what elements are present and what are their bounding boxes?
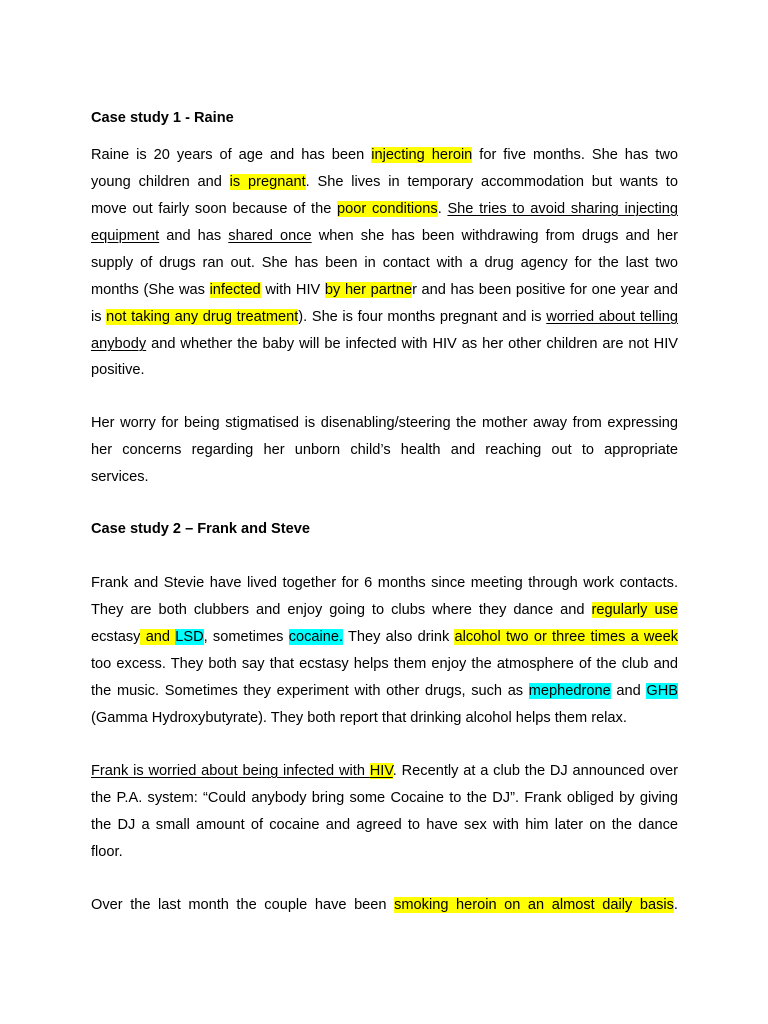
text-run: her concerns regarding her unborn child’s health and reaching out to appropriate	[91, 442, 678, 458]
text-run: for five months. She has two	[472, 147, 679, 163]
highlighted-text: not taking any drug treatment	[106, 309, 299, 325]
highlighted-text: cocaine.	[288, 629, 344, 645]
text-line	[91, 145, 678, 165]
highlighted-text: is pregnant	[229, 174, 306, 190]
text-run: . She lives in temporary accommodation but wants to	[305, 174, 678, 190]
text-run: months (She was	[91, 282, 210, 298]
text-line	[91, 895, 678, 915]
text-run: positive.	[91, 362, 145, 378]
text-run: ecstasy	[91, 629, 141, 645]
text-line	[91, 761, 678, 781]
text-run: Frank and Stevie have lived together for 6 months since meeting through work contacts.	[91, 575, 678, 591]
text-run: the music. Sometimes they experiment with other drugs, such as	[91, 683, 529, 699]
text-run: move out fairly soon because of the	[91, 201, 338, 217]
text-line	[91, 253, 678, 273]
case-study-2-heading: Case study 2 – Frank and Steve	[91, 521, 310, 537]
text-run: (Gamma Hydroxybutyrate). They both report that drinking alcohol helps them relax.	[91, 710, 627, 726]
underlined-text: Frank is worried about being infected with	[91, 763, 370, 779]
text-line	[91, 573, 678, 593]
text-line	[91, 467, 149, 487]
highlighted-text: LSD	[175, 629, 204, 645]
text-run: . Recently at a club the DJ announced over	[392, 763, 678, 779]
text-line	[91, 842, 123, 862]
text-run: floor.	[91, 844, 123, 860]
text-run: They are both clubbers and enjoy going to clubs where they dance and	[91, 602, 592, 618]
text-run: the P.A. system: “Could anybody bring some Cocaine to the DJ”. Frank obliged by giving	[91, 790, 678, 806]
text-run: with HIV	[260, 282, 325, 298]
text-line	[91, 307, 678, 327]
underlined-text: shared once	[228, 228, 312, 244]
text-run: , sometimes	[203, 629, 289, 645]
text-run: ). She is four months pregnant and is	[298, 309, 547, 325]
text-run: services.	[91, 469, 149, 485]
text-run: is	[91, 309, 107, 325]
text-line	[91, 815, 678, 835]
text-line	[91, 681, 678, 701]
text-line	[91, 226, 678, 246]
text-run: the DJ a small amount of cocaine and agreed to have sex with him later on the dance	[91, 817, 678, 833]
text-run: supply of drugs ran out. She has been in contact with a drug agency for the last two	[91, 255, 678, 271]
text-run: young children and	[91, 174, 230, 190]
underlined-text: equipment	[91, 228, 160, 244]
highlighted-text: injecting heroin	[371, 147, 473, 163]
highlighted-text: alcohol two or three times a week	[454, 629, 678, 645]
text-line	[91, 280, 678, 300]
highlighted-text: and	[140, 629, 176, 645]
text-run: They also drink	[343, 629, 455, 645]
highlighted-text: poor conditions	[337, 201, 438, 217]
highlighted-text: regularly use	[591, 602, 678, 618]
highlighted-text: mephedrone	[528, 683, 611, 699]
text-run: when she has been withdrawing from drugs and her	[311, 228, 679, 244]
text-line	[91, 600, 678, 620]
text-run: .	[437, 201, 448, 217]
text-line	[91, 199, 678, 219]
text-line	[91, 788, 678, 808]
underlined-text: She tries to avoid sharing injecting	[447, 201, 679, 217]
underlined-text: worried about telling	[546, 309, 678, 325]
underlined-text: anybody	[91, 336, 147, 352]
highlighted-text: by her partne	[324, 282, 413, 298]
highlighted-text: GHB	[646, 683, 678, 699]
text-line	[91, 413, 678, 433]
text-run: .	[673, 897, 678, 913]
text-line	[91, 360, 145, 380]
text-run: and whether the baby will be infected with HIV as her other children are not HIV	[146, 336, 678, 352]
case-study-1-heading: Case study 1 - Raine	[91, 110, 234, 126]
text-line	[91, 440, 678, 460]
text-run: and	[610, 683, 647, 699]
text-line	[91, 172, 678, 192]
text-run: Her worry for being stigmatised is disenabling/steering the mother away from expressing	[91, 415, 678, 431]
highlighted-text: HIV	[369, 763, 393, 779]
highlighted-text: smoking heroin on an almost daily basis	[394, 897, 674, 913]
highlighted-text: infected	[209, 282, 261, 298]
text-line	[91, 627, 678, 647]
text-run: Raine is 20 years of age and has been	[91, 147, 372, 163]
text-line	[91, 708, 627, 728]
text-run: r and has been positive for one year and	[412, 282, 678, 298]
text-run: too excess. They both say that ecstasy helps them enjoy the atmosphere of the club and	[91, 656, 678, 672]
text-line	[91, 654, 678, 674]
text-run: and has	[159, 228, 229, 244]
text-run: Over the last month the couple have been	[91, 897, 395, 913]
text-line	[91, 334, 678, 354]
